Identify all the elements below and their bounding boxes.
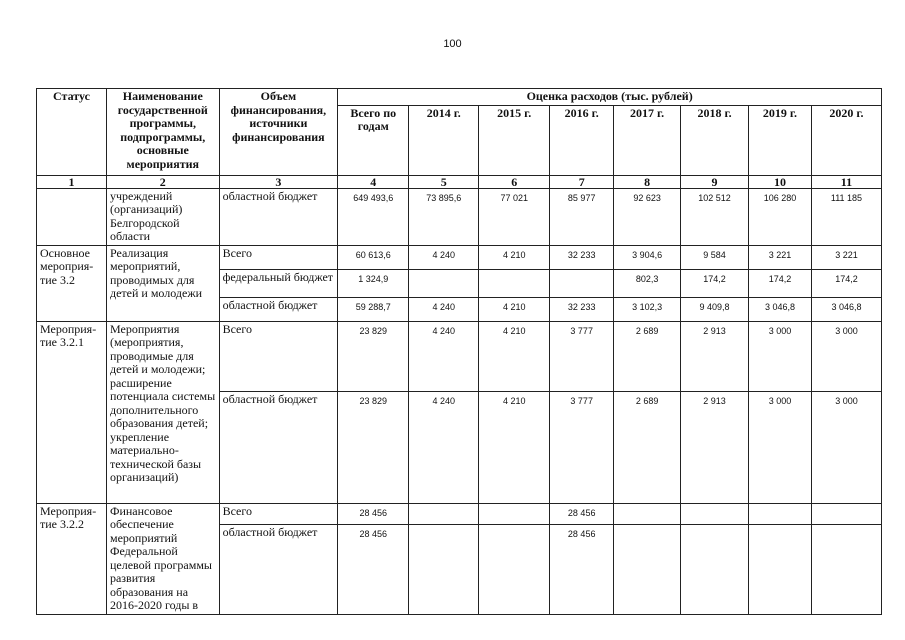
value-cell — [479, 269, 550, 297]
value-cell: 111 185 — [811, 188, 881, 245]
value-cell: 28 456 — [550, 525, 614, 614]
value-cell: 4 240 — [409, 391, 479, 503]
table-row — [37, 503, 882, 525]
value-cell — [479, 503, 550, 525]
value-cell: 59 288,7 — [338, 297, 409, 321]
source-cell: федеральный бюджет — [219, 269, 338, 297]
header-status: Статус — [37, 89, 107, 176]
header-year: 2020 г. — [811, 105, 881, 175]
header-year: 2016 г. — [550, 105, 614, 175]
value-cell: 802,3 — [614, 269, 681, 297]
source-cell: областной бюджет — [219, 188, 338, 245]
table-row — [37, 245, 882, 269]
value-cell: 174,2 — [749, 269, 812, 297]
value-cell: 649 493,6 — [338, 188, 409, 245]
value-cell: 174,2 — [811, 269, 881, 297]
status-cell: Мероприя-тие 3.2.1 — [37, 321, 107, 503]
value-cell: 4 210 — [479, 321, 550, 391]
value-cell: 4 240 — [409, 297, 479, 321]
header-year: 2017 г. — [614, 105, 681, 175]
column-number: 1 — [37, 175, 107, 188]
value-cell: 3 904,6 — [614, 245, 681, 269]
value-cell: 2 913 — [681, 321, 749, 391]
page-number: 100 — [443, 38, 462, 50]
header-total: Всего по годам — [338, 105, 409, 175]
value-cell: 174,2 — [681, 269, 749, 297]
source-cell: областной бюджет — [219, 525, 338, 614]
value-cell: 60 613,6 — [338, 245, 409, 269]
status-cell: Мероприя-тие 3.2.2 — [37, 503, 107, 614]
name-cell: Финансовое обеспечение мероприятий Федеральной целевой программы развития образования на 2016-2020 годы в — [106, 503, 219, 614]
source-cell: Всего — [219, 245, 338, 269]
value-cell: 4 210 — [479, 245, 550, 269]
status-cell: Основное мероприя-тие 3.2 — [37, 245, 107, 321]
name-cell: Реализация мероприятий, проводимых для детей и молодежи — [106, 245, 219, 321]
value-cell: 4 240 — [409, 321, 479, 391]
value-cell: 4 240 — [409, 245, 479, 269]
budget-table — [36, 88, 882, 615]
value-cell — [614, 525, 681, 614]
source-cell: Всего — [219, 321, 338, 391]
table-row — [37, 321, 882, 391]
column-number: 7 — [550, 175, 614, 188]
value-cell — [681, 503, 749, 525]
value-cell: 4 210 — [479, 297, 550, 321]
value-cell: 28 456 — [550, 503, 614, 525]
column-number: 4 — [338, 175, 409, 188]
column-number: 5 — [409, 175, 479, 188]
header-year: 2015 г. — [479, 105, 550, 175]
header-estimate: Оценка расходов (тыс. рублей) — [338, 89, 882, 106]
column-number: 9 — [681, 175, 749, 188]
header-year: 2019 г. — [749, 105, 812, 175]
value-cell — [811, 503, 881, 525]
value-cell — [409, 525, 479, 614]
name-cell: Мероприятия (мероприятия, проводимые для детей и молодежи; расширение потенциала системы дополнительного образования детей; укрепление материально-технической базы организаций) — [106, 321, 219, 503]
value-cell: 3 777 — [550, 321, 614, 391]
value-cell: 3 046,8 — [811, 297, 881, 321]
value-cell: 3 221 — [749, 245, 812, 269]
status-cell — [37, 188, 107, 245]
value-cell: 77 021 — [479, 188, 550, 245]
header-year: 2014 г. — [409, 105, 479, 175]
value-cell: 23 829 — [338, 391, 409, 503]
name-cell: учреждений (организаций) Белгородской области — [106, 188, 219, 245]
header-name: Наименование государственной программы, подпрограммы, основные мероприятия — [106, 89, 219, 176]
value-cell: 28 456 — [338, 525, 409, 614]
value-cell: 3 000 — [811, 321, 881, 391]
value-cell: 3 000 — [811, 391, 881, 503]
column-number: 3 — [219, 175, 338, 188]
value-cell: 3 000 — [749, 321, 812, 391]
value-cell: 23 829 — [338, 321, 409, 391]
value-cell: 3 102,3 — [614, 297, 681, 321]
value-cell: 4 210 — [479, 391, 550, 503]
value-cell — [479, 525, 550, 614]
header-year: 2018 г. — [681, 105, 749, 175]
value-cell: 2 689 — [614, 391, 681, 503]
value-cell — [749, 525, 812, 614]
source-cell: Всего — [219, 503, 338, 525]
value-cell — [409, 269, 479, 297]
value-cell — [681, 525, 749, 614]
source-cell: областной бюджет — [219, 391, 338, 503]
value-cell: 102 512 — [681, 188, 749, 245]
value-cell: 73 895,6 — [409, 188, 479, 245]
value-cell: 3 777 — [550, 391, 614, 503]
value-cell: 28 456 — [338, 503, 409, 525]
value-cell: 1 324,9 — [338, 269, 409, 297]
value-cell — [811, 525, 881, 614]
column-number: 2 — [106, 175, 219, 188]
value-cell: 32 233 — [550, 297, 614, 321]
value-cell: 2 689 — [614, 321, 681, 391]
value-cell: 85 977 — [550, 188, 614, 245]
table-row — [37, 188, 882, 245]
value-cell: 2 913 — [681, 391, 749, 503]
value-cell: 9 409,8 — [681, 297, 749, 321]
value-cell — [550, 269, 614, 297]
value-cell — [749, 503, 812, 525]
value-cell: 32 233 — [550, 245, 614, 269]
column-number: 11 — [811, 175, 881, 188]
value-cell — [614, 503, 681, 525]
header-financing: Объем финансирования, источники финансирования — [219, 89, 338, 176]
value-cell: 3 046,8 — [749, 297, 812, 321]
value-cell: 3 000 — [749, 391, 812, 503]
column-number: 8 — [614, 175, 681, 188]
value-cell: 3 221 — [811, 245, 881, 269]
column-number: 10 — [749, 175, 812, 188]
source-cell: областной бюджет — [219, 297, 338, 321]
value-cell: 92 623 — [614, 188, 681, 245]
column-number: 6 — [479, 175, 550, 188]
value-cell: 106 280 — [749, 188, 812, 245]
value-cell: 9 584 — [681, 245, 749, 269]
value-cell — [409, 503, 479, 525]
